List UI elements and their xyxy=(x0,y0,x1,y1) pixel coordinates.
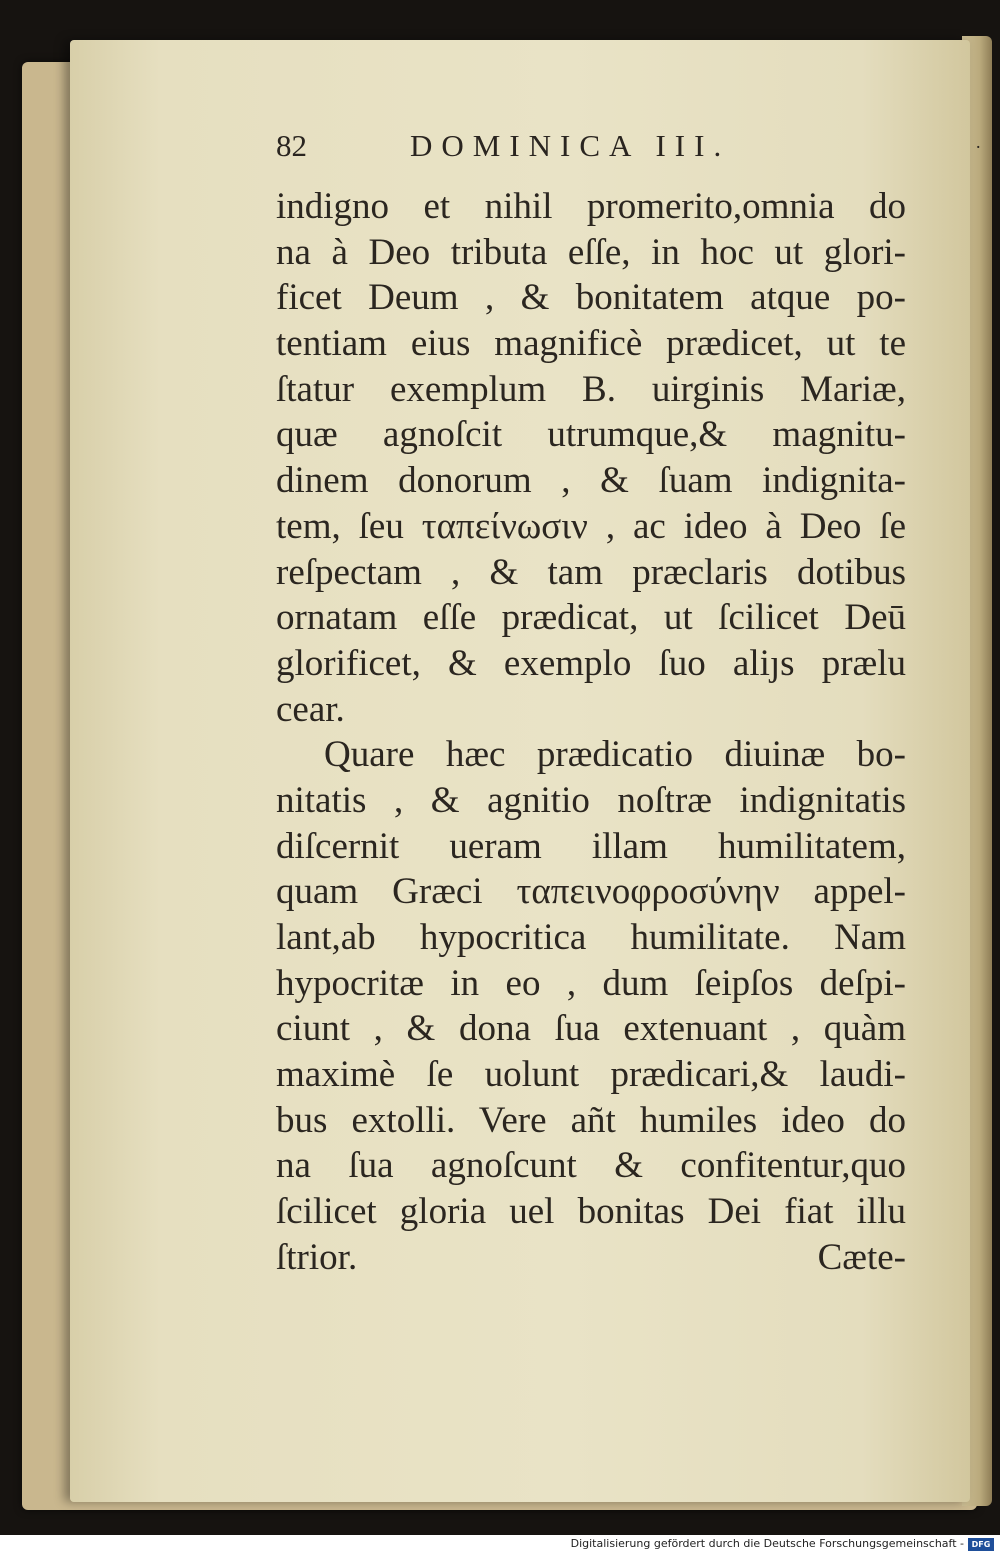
text-line: hypocritæ in eo , dum ſeipſos deſpi- xyxy=(276,962,906,1004)
page-header xyxy=(276,128,981,174)
funding-credit: Digitalisierung gefördert durch die Deutsche Forschungsgemeinschaft - xyxy=(570,1537,964,1550)
text-line: maximè ſe uolunt prædicari,& laudi- xyxy=(276,1054,906,1096)
catchword: Cæte- xyxy=(817,1236,906,1278)
text-line: glorificet, & exemplo ſuo aliȷs prælu xyxy=(276,642,906,684)
text-line: na ſua agnoſcunt & confitentur,quo xyxy=(276,1145,906,1187)
text-line: bus extolli. Vere añt humiles ideo do xyxy=(276,1099,906,1141)
text-line: ſtrior. xyxy=(276,1236,358,1278)
body-text xyxy=(276,184,906,1281)
text-line: ſtatur exemplum B. uirginis Mariæ, xyxy=(276,368,906,410)
text-line: tem, ſeu ταπείνωσιν , ac ideo à Deo ſe xyxy=(276,505,906,547)
text-line: ornatam eſſe prædicat, ut ſcilicet Deū xyxy=(276,597,906,639)
text-line: indigno et nihil promerito,omnia do xyxy=(276,186,906,227)
text-line: ficet Deum , & bonitatem atque po- xyxy=(276,277,906,319)
text-line: ciunt , & dona ſua extenuant , quàm xyxy=(276,1008,906,1050)
text-line: nitatis , & agnitio noſtræ indignitatis xyxy=(276,779,906,821)
running-title: DOMINICA III. xyxy=(410,128,731,163)
text-line: na à Deo tributa eſſe, in hoc ut glori- xyxy=(276,231,906,273)
margin-mark: . xyxy=(976,132,981,152)
text-line: cear. xyxy=(276,688,345,730)
page-number: 82 xyxy=(276,128,307,163)
dfg-logo: DFG xyxy=(968,1538,994,1551)
scan-footer xyxy=(0,1535,1000,1555)
text-line: diſcernit ueram illam humilitatem, xyxy=(276,825,906,867)
text-line: tentiam eius magnificè prædicet, ut te xyxy=(276,323,906,365)
text-line: dinem donorum , & ſuam indignita- xyxy=(276,460,906,502)
text-line: quæ agnoſcit utrumque,& magnitu- xyxy=(276,414,906,456)
text-line: Quare hæc prædicatio diuinæ bo- xyxy=(324,734,906,776)
text-line: quam Græci ταπεινοφροσύνην appel- xyxy=(276,871,906,913)
text-line: ſcilicet gloria uel bonitas Dei fiat illu xyxy=(276,1191,906,1233)
text-line: lant,ab hypocritica humilitate. Nam xyxy=(276,917,906,958)
text-line: reſpectam , & tam præclaris dotibus xyxy=(276,551,906,593)
last-line xyxy=(276,1235,906,1281)
